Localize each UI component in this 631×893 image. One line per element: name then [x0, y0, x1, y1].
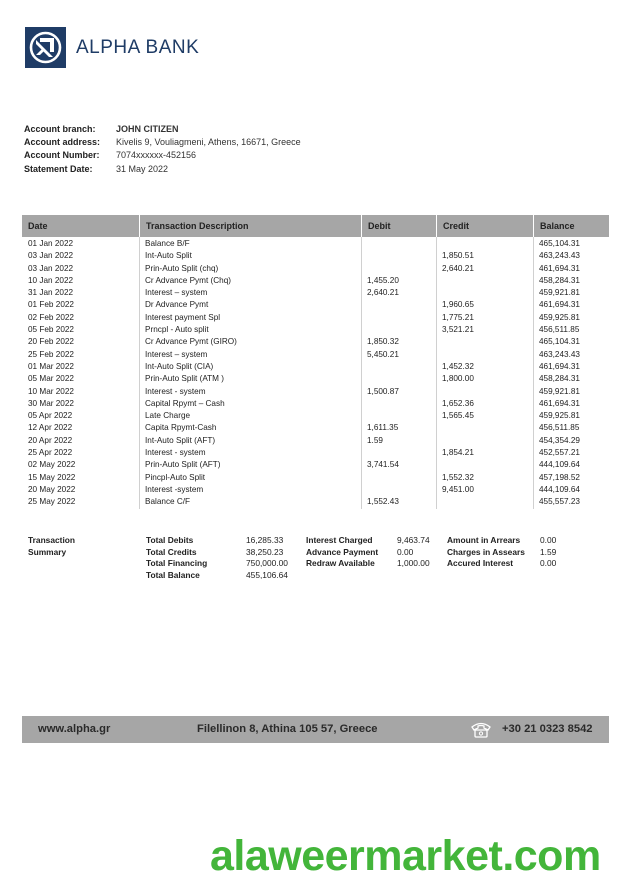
row-balance: 461,694.31 [539, 300, 580, 310]
row-balance: 459,925.81 [539, 411, 580, 421]
row-date: 20 Apr 2022 [28, 435, 73, 445]
account-address-value: Kivelis 9, Vouliagmeni, Athens, 16671, Greece [116, 137, 301, 148]
header-description: Transaction Description [139, 215, 361, 237]
table-row [22, 312, 609, 324]
bank-logo [25, 27, 199, 68]
row-date: 20 May 2022 [28, 484, 76, 494]
table-row [22, 287, 609, 299]
interest-charged-label: Interest Charged [306, 535, 373, 545]
table-row [22, 299, 609, 311]
row-description: Prncpl - Auto split [145, 325, 209, 335]
table-row [22, 496, 609, 508]
row-date: 25 Apr 2022 [28, 448, 73, 458]
table-row [22, 484, 609, 496]
row-balance: 458,284.31 [539, 275, 580, 285]
table-row [22, 472, 609, 484]
row-description: Interest - system [145, 448, 206, 458]
row-date: 31 Jan 2022 [28, 288, 74, 298]
row-balance: 463,243.43 [539, 251, 580, 261]
row-date: 01 Jan 2022 [28, 239, 74, 248]
row-description: Late Charge [145, 411, 191, 421]
row-date: 05 Feb 2022 [28, 325, 74, 335]
redraw-available-label: Redraw Available [306, 558, 375, 569]
row-description: Prin-Auto Split (ATM ) [145, 374, 225, 384]
table-row [22, 263, 609, 275]
table-row [22, 324, 609, 336]
row-balance: 456,511.85 [539, 423, 580, 433]
row-debit: 1,500.87 [367, 386, 399, 396]
row-description: Cr Advance Pymt (Chq) [145, 275, 231, 285]
row-date: 12 Apr 2022 [28, 423, 73, 433]
accured-interest-label: Accured Interest [447, 558, 514, 569]
redraw-available-value: 1,000.00 [397, 558, 430, 569]
advance-payment-label: Advance Payment [306, 546, 379, 557]
row-credit: 1,565.45 [442, 411, 474, 421]
row-debit: 5,450.21 [367, 349, 399, 359]
row-balance: 461,694.31 [539, 398, 580, 408]
row-description: Int-Auto Split (CIA) [145, 361, 214, 371]
amount-in-arrears-value: 0.00 [540, 535, 557, 545]
row-balance: 444,109.64 [539, 484, 580, 494]
row-description: Int-Auto Split [145, 251, 192, 261]
row-date: 30 Mar 2022 [28, 398, 74, 408]
charges-in-arrears-label: Charges in Assears [447, 546, 525, 557]
row-credit: 1,800.00 [442, 374, 474, 384]
row-description: Prin-Auto Split (chq) [145, 263, 219, 273]
header-credit: Credit [436, 215, 533, 237]
row-date: 01 Feb 2022 [28, 300, 74, 310]
table-row [22, 398, 609, 410]
row-description: Interest – system [145, 288, 208, 298]
row-description: Interest - system [145, 386, 206, 396]
row-description: Cr Advance Pymt (GIRO) [145, 337, 237, 347]
row-balance: 454,354.29 [539, 435, 580, 445]
footer-bar [22, 716, 609, 743]
row-description: Int-Auto Split (AFT) [145, 435, 216, 445]
row-debit: 1,611.35 [367, 423, 399, 433]
summary-totals-labels [146, 535, 207, 581]
row-credit: 1,850.51 [442, 251, 474, 261]
total-credits-label: Total Credits [146, 546, 197, 557]
row-description: Balance B/F [145, 239, 190, 248]
alpha-logo-icon [25, 27, 66, 68]
row-credit: 2,640.21 [442, 263, 474, 273]
summary-arrears-labels [447, 535, 525, 570]
amount-in-arrears-label: Amount in Arrears [447, 535, 521, 545]
table-row [22, 361, 609, 373]
row-description: Prin-Auto Split (AFT) [145, 460, 221, 470]
total-debits-value: 16,285.33 [246, 535, 284, 545]
row-balance: 459,921.81 [539, 386, 580, 396]
transaction-table-body [22, 238, 609, 509]
total-financing-value: 750,000.00 [246, 558, 288, 569]
row-date: 10 Mar 2022 [28, 386, 74, 396]
account-branch-label: Account branch: [24, 124, 96, 134]
summary-totals-values [246, 535, 288, 581]
table-row [22, 336, 609, 348]
row-credit: 1,854.21 [442, 448, 474, 458]
row-credit: 1,452.32 [442, 361, 474, 371]
row-balance: 463,243.43 [539, 349, 580, 359]
row-date: 20 Feb 2022 [28, 337, 74, 347]
row-balance: 458,284.31 [539, 374, 580, 384]
watermark-text: alaweermarket.com [210, 832, 601, 880]
row-description: Interest – system [145, 349, 208, 359]
row-credit: 1,652.36 [442, 398, 474, 408]
table-row [22, 275, 609, 287]
row-debit: 1.59 [367, 435, 383, 445]
row-credit: 3,521.21 [442, 325, 474, 335]
transaction-table-header [22, 215, 609, 237]
account-branch-value: JOHN CITIZEN [116, 124, 179, 134]
summary-arrears-values [540, 535, 556, 570]
table-row [22, 349, 609, 361]
interest-charged-value: 9,463.74 [397, 535, 430, 545]
table-row [22, 250, 609, 262]
row-credit: 1,552.32 [442, 472, 474, 482]
row-balance: 461,694.31 [539, 361, 580, 371]
account-info [24, 123, 301, 176]
row-balance: 461,694.31 [539, 263, 580, 273]
header-debit: Debit [361, 215, 436, 237]
row-description: Interest payment Spl [145, 312, 221, 322]
row-balance: 459,921.81 [539, 288, 580, 298]
row-description: Pincpl-Auto Split [145, 472, 206, 482]
row-description: Capital Rpymt – Cash [145, 398, 225, 408]
account-branch-row [24, 123, 301, 136]
table-row [22, 459, 609, 471]
row-balance: 452,557.21 [539, 448, 580, 458]
row-date: 25 Feb 2022 [28, 349, 74, 359]
table-row [22, 410, 609, 422]
table-row [22, 447, 609, 459]
table-row [22, 373, 609, 385]
statement-date-row [24, 163, 301, 176]
account-number-label: Account Number: [24, 150, 100, 161]
row-date: 10 Jan 2022 [28, 275, 74, 285]
header-balance: Balance [533, 215, 609, 237]
row-date: 05 Apr 2022 [28, 411, 73, 421]
row-balance: 457,198.52 [539, 472, 580, 482]
header-date: Date [28, 221, 48, 231]
row-date: 25 May 2022 [28, 497, 76, 507]
table-row [22, 238, 609, 250]
table-row [22, 422, 609, 434]
row-date: 01 Mar 2022 [28, 361, 74, 371]
table-row [22, 435, 609, 447]
row-debit: 3,741.54 [367, 460, 399, 470]
footer-website-link[interactable]: www.alpha.gr [38, 723, 111, 735]
row-description: Dr Advance Pymt [145, 300, 209, 310]
summary-title [28, 535, 75, 558]
statement-date-value: 31 May 2022 [116, 163, 169, 174]
row-date: 03 Jan 2022 [28, 251, 74, 261]
account-address-row [24, 136, 301, 149]
row-credit: 1,775.21 [442, 312, 474, 322]
total-financing-label: Total Financing [146, 558, 208, 569]
row-debit: 1,552.43 [367, 497, 399, 507]
total-debits-label: Total Debits [146, 535, 194, 545]
total-credits-value: 38,250.23 [246, 546, 284, 557]
account-number-value: 7074xxxxxx-452156 [116, 150, 197, 161]
accured-interest-value: 0.00 [540, 558, 557, 569]
row-balance: 465,104.31 [539, 337, 580, 347]
row-debit: 1,455.20 [367, 275, 399, 285]
total-balance-value: 455,106.64 [246, 569, 288, 580]
row-credit: 9,451.00 [442, 484, 474, 494]
account-number-row [24, 149, 301, 162]
row-date: 15 May 2022 [28, 472, 76, 482]
advance-payment-value: 0.00 [397, 546, 414, 557]
summary-interest-values [397, 535, 430, 570]
row-description: Balance C/F [145, 497, 191, 507]
total-balance-label: Total Balance [146, 569, 200, 580]
row-balance: 455,557.23 [539, 497, 580, 507]
row-balance: 444,109.64 [539, 460, 580, 470]
row-balance: 456,511.85 [539, 325, 580, 335]
row-date: 03 Jan 2022 [28, 263, 74, 273]
statement-date-label: Statement Date: [24, 163, 93, 174]
charges-in-arrears-value: 1.59 [540, 546, 557, 557]
row-balance: 465,104.31 [539, 239, 580, 248]
summary-title-line1: Transaction [28, 535, 76, 545]
account-address-label: Account address: [24, 137, 101, 148]
row-date: 05 Mar 2022 [28, 374, 74, 384]
row-description: Interest -system [145, 484, 204, 494]
table-row [22, 386, 609, 398]
summary-interest-labels [306, 535, 378, 570]
bank-name: ALPHA BANK [76, 36, 200, 58]
footer-phone: +30 21 0323 8542 [502, 723, 593, 735]
summary-title-line2: Summary [28, 546, 67, 557]
telephone-icon [470, 721, 492, 741]
footer-address: Filellinon 8, Athina 105 57, Greece [197, 723, 378, 735]
row-balance: 459,925.81 [539, 312, 580, 322]
row-credit: 1,960.65 [442, 300, 474, 310]
row-debit: 2,640.21 [367, 288, 399, 298]
row-description: Capita Rpymt-Cash [145, 423, 217, 433]
row-date: 02 May 2022 [28, 460, 76, 470]
row-date: 02 Feb 2022 [28, 312, 74, 322]
row-debit: 1,850.32 [367, 337, 399, 347]
